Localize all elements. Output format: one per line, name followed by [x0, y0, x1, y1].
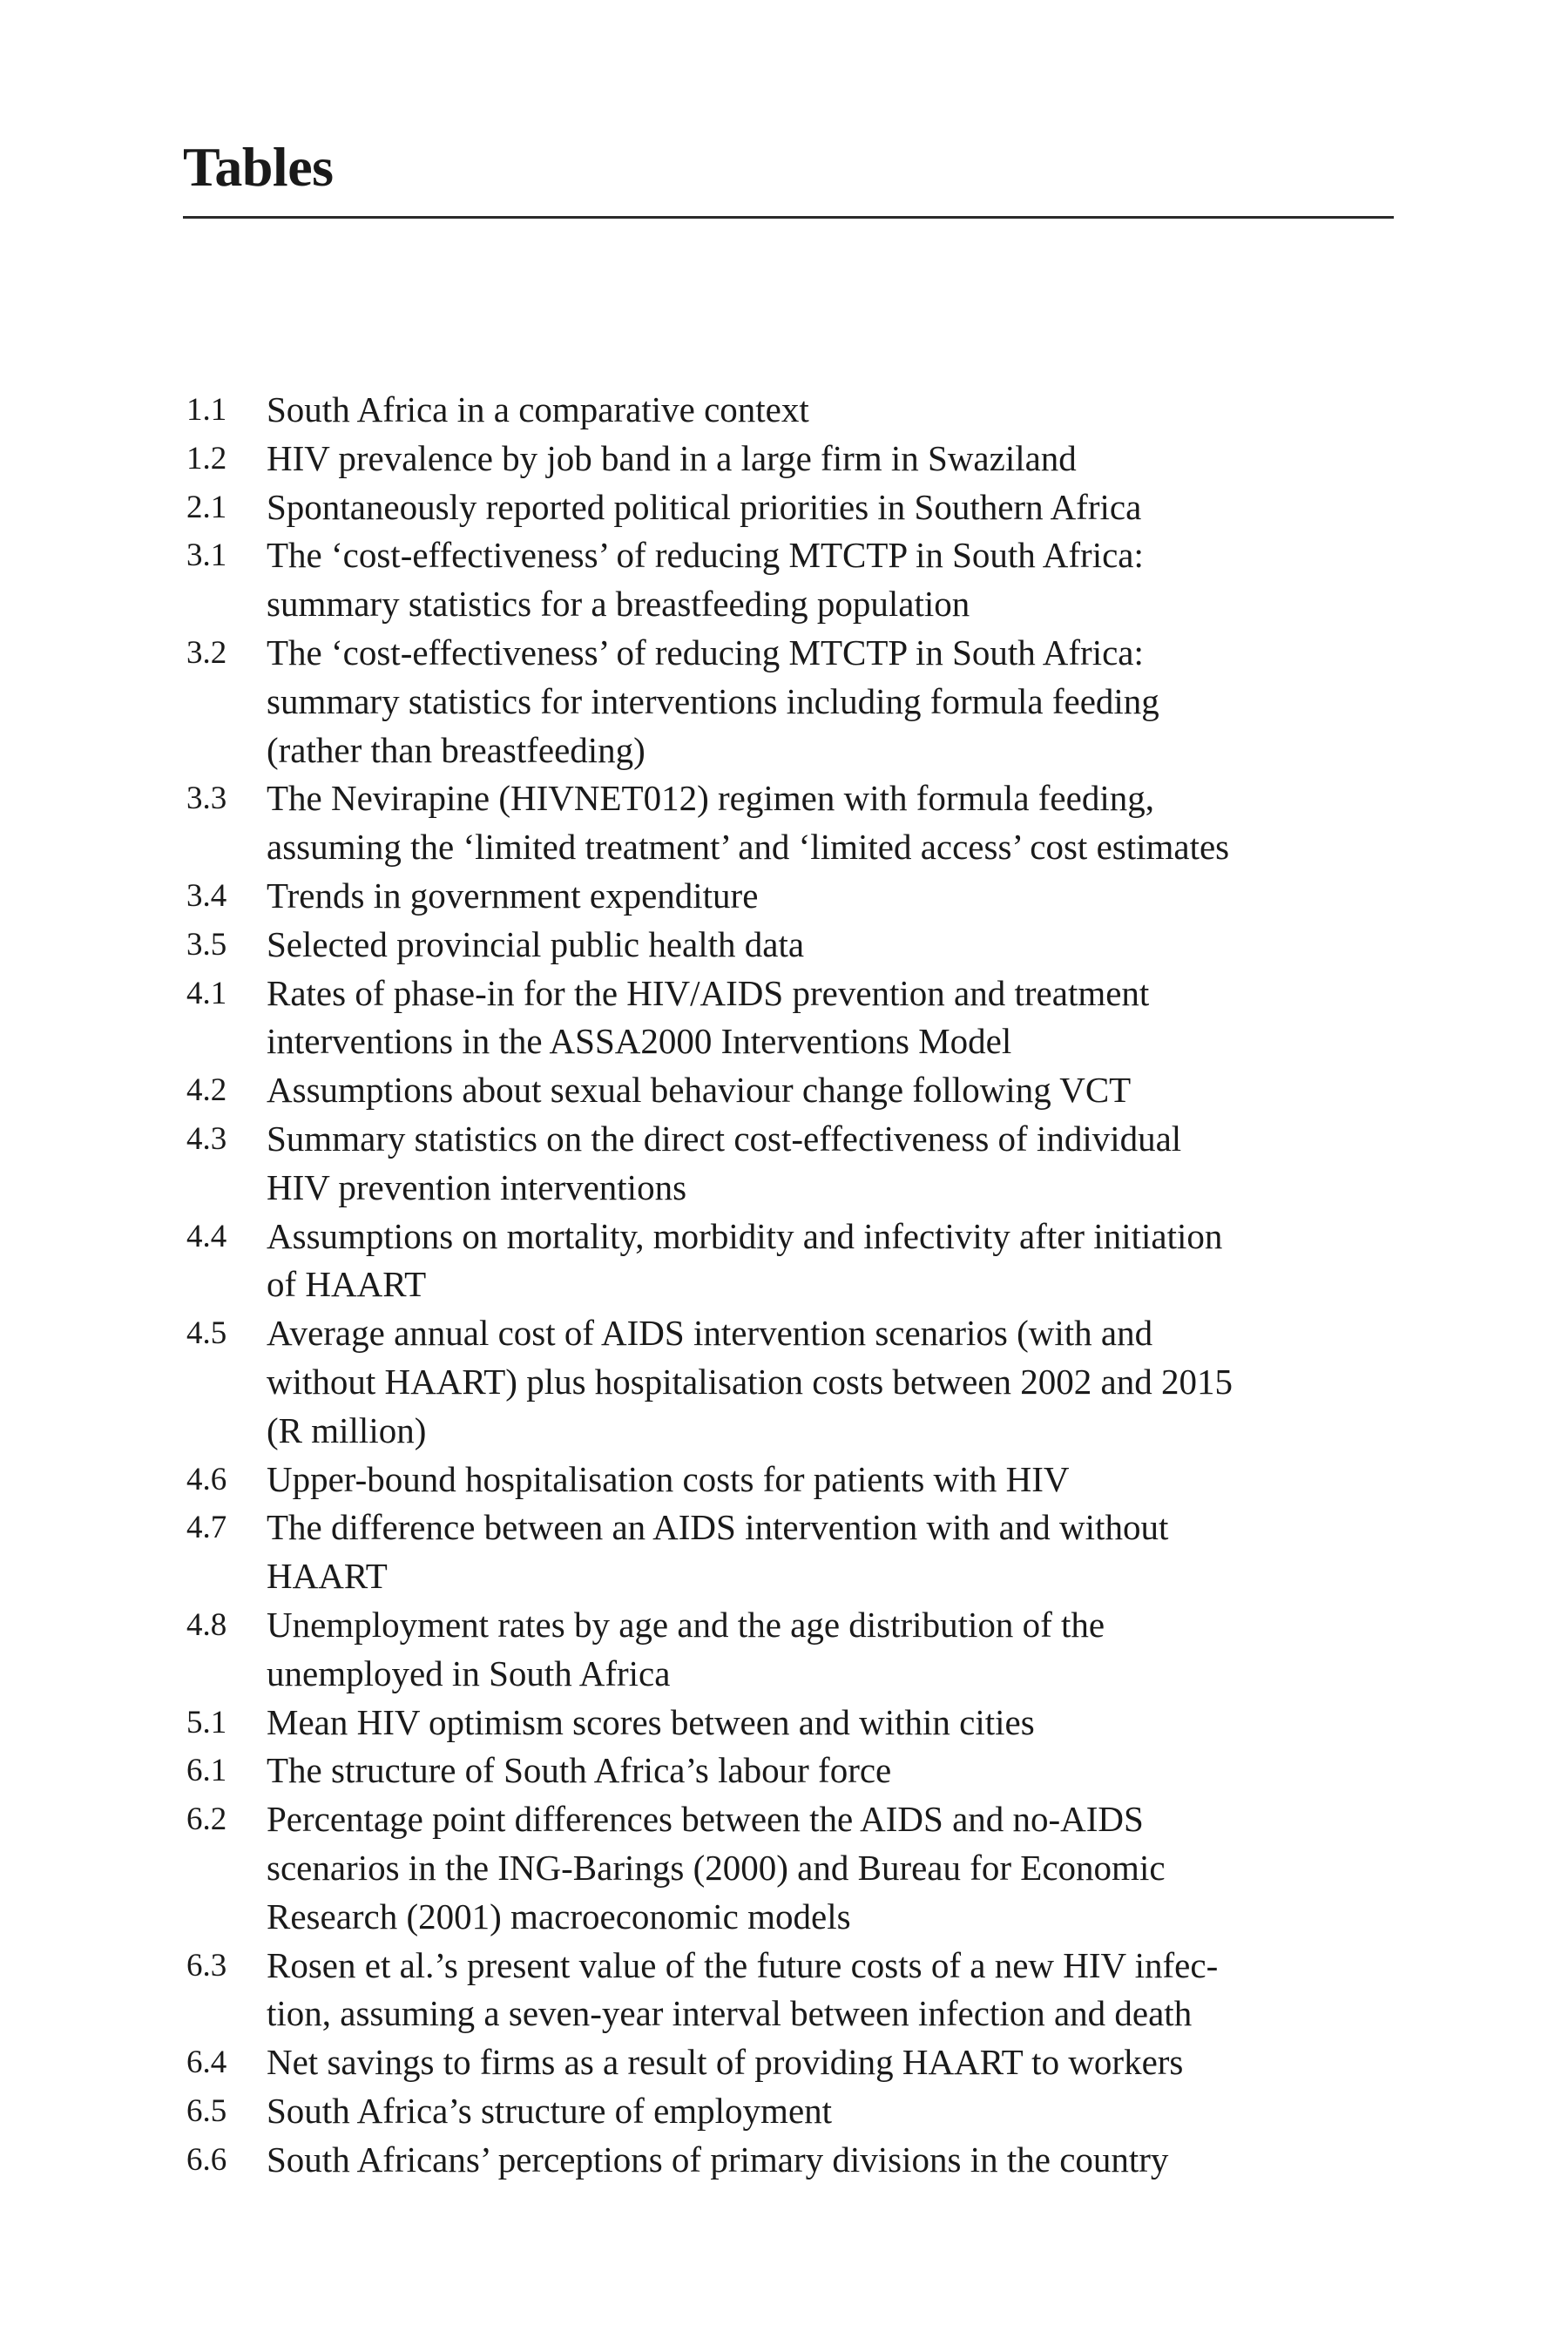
- table-entry: [174, 921, 1411, 970]
- table-title: Rosen et al.’s present value of the future costs of a new HIV infec- tion, assuming a seven-year interval between infection and death: [267, 1944, 1219, 2034]
- table-title: The ‘cost-effectiveness’ of reducing MTCTP in South Africa: summary statistics for a breastfeeding population: [267, 535, 1144, 625]
- table-number: 4.7: [186, 1510, 227, 1546]
- table-title: Trends in government expenditure: [267, 875, 759, 916]
- table-number: 3.2: [186, 634, 227, 671]
- table-entry: [174, 386, 1411, 435]
- list-of-tables: [174, 386, 1411, 2184]
- table-entry: [174, 1456, 1411, 1504]
- table-title: Mean HIV optimism scores between and within cities: [267, 1701, 1035, 1742]
- table-number: 3.3: [186, 781, 227, 817]
- table-number: 4.2: [186, 1072, 227, 1109]
- table-entry: [174, 2136, 1411, 2185]
- title-rule: [183, 216, 1394, 219]
- table-title: Summary statistics on the direct cost-effectiveness of individual HIV prevention interventions: [267, 1118, 1182, 1207]
- table-entry: [174, 531, 1411, 629]
- table-title: Percentage point differences between the AIDS and no-AIDS scenarios in the ING-Barings (2000) and Bureau for Economic Research (2001) macroeconomic models: [267, 1799, 1166, 1936]
- table-title: The Nevirapine (HIVNET012) regimen with formula feeding, assuming the ‘limited treatment’ and ‘limited access’ cost estimates: [267, 778, 1230, 868]
- table-number: 4.1: [186, 975, 227, 1011]
- table-number: 6.6: [186, 2141, 227, 2178]
- table-entry: [174, 872, 1411, 921]
- table-entry: [174, 1699, 1411, 1747]
- table-entry: [174, 2087, 1411, 2136]
- table-entry: [174, 1942, 1411, 2039]
- table-title: The difference between an AIDS intervention with and without HAART: [267, 1507, 1169, 1597]
- table-title: Assumptions about sexual behaviour change following VCT: [267, 1070, 1132, 1111]
- table-title: South Africans’ perceptions of primary divisions in the country: [267, 2139, 1169, 2180]
- table-entry: [174, 1795, 1411, 1941]
- table-title: South Africa’s structure of employment: [267, 2090, 833, 2131]
- table-number: 3.4: [186, 877, 227, 914]
- page-title: Tables: [183, 136, 334, 198]
- table-title: Unemployment rates by age and the age distribution of the unemployed in South Africa: [267, 1604, 1105, 1693]
- table-number: 1.2: [186, 440, 227, 476]
- table-entry: [174, 1213, 1411, 1310]
- table-entry: [174, 1747, 1411, 1795]
- table-number: 5.1: [186, 1704, 227, 1740]
- table-title: Upper-bound hospitalisation costs for patients with HIV: [267, 1458, 1070, 1499]
- table-number: 6.4: [186, 2044, 227, 2081]
- table-title: HIV prevalence by job band in a large firm in Swaziland: [267, 437, 1077, 478]
- table-title: The structure of South Africa’s labour force: [267, 1750, 892, 1791]
- table-title: Rates of phase-in for the HIV/AIDS prevention and treatment interventions in the ASSA2000 Interventions Model: [267, 972, 1150, 1062]
- table-title: Net savings to firms as a result of providing HAART to workers: [267, 2042, 1184, 2083]
- table-number: 6.1: [186, 1753, 227, 1789]
- table-number: 4.3: [186, 1120, 227, 1157]
- table-number: 4.8: [186, 1606, 227, 1643]
- table-title: Spontaneously reported political priorities in Southern Africa: [267, 486, 1142, 527]
- table-number: 3.5: [186, 926, 227, 963]
- table-title: Selected provincial public health data: [267, 923, 805, 964]
- table-entry: [174, 629, 1411, 774]
- table-entry: [174, 1309, 1411, 1455]
- table-number: 4.5: [186, 1315, 227, 1352]
- table-entry: [174, 483, 1411, 532]
- table-title: South Africa in a comparative context: [267, 389, 809, 429]
- table-number: 4.6: [186, 1461, 227, 1497]
- table-entry: [174, 1115, 1411, 1213]
- table-title: Average annual cost of AIDS intervention scenarios (with and without HAART) plus hospitalisation costs between 2002 and 2015 (R million): [267, 1313, 1233, 1450]
- table-entry: [174, 1066, 1411, 1115]
- table-entry: [174, 2038, 1411, 2087]
- table-number: 6.2: [186, 1801, 227, 1838]
- table-title: Assumptions on mortality, morbidity and infectivity after initiation of HAART: [267, 1215, 1223, 1305]
- table-number: 2.1: [186, 489, 227, 525]
- table-number: 6.5: [186, 2092, 227, 2129]
- table-number: 3.1: [186, 537, 227, 574]
- table-number: 4.4: [186, 1218, 227, 1254]
- table-number: 6.3: [186, 1947, 227, 1984]
- table-entry: [174, 1601, 1411, 1699]
- table-entry: [174, 970, 1411, 1067]
- table-entry: [174, 1504, 1411, 1601]
- table-title: The ‘cost-effectiveness’ of reducing MTCTP in South Africa: summary statistics for interventions including formula feeding (rather than breastfeeding): [267, 632, 1159, 770]
- table-number: 1.1: [186, 392, 227, 428]
- table-entry: [174, 435, 1411, 483]
- table-entry: [174, 774, 1411, 872]
